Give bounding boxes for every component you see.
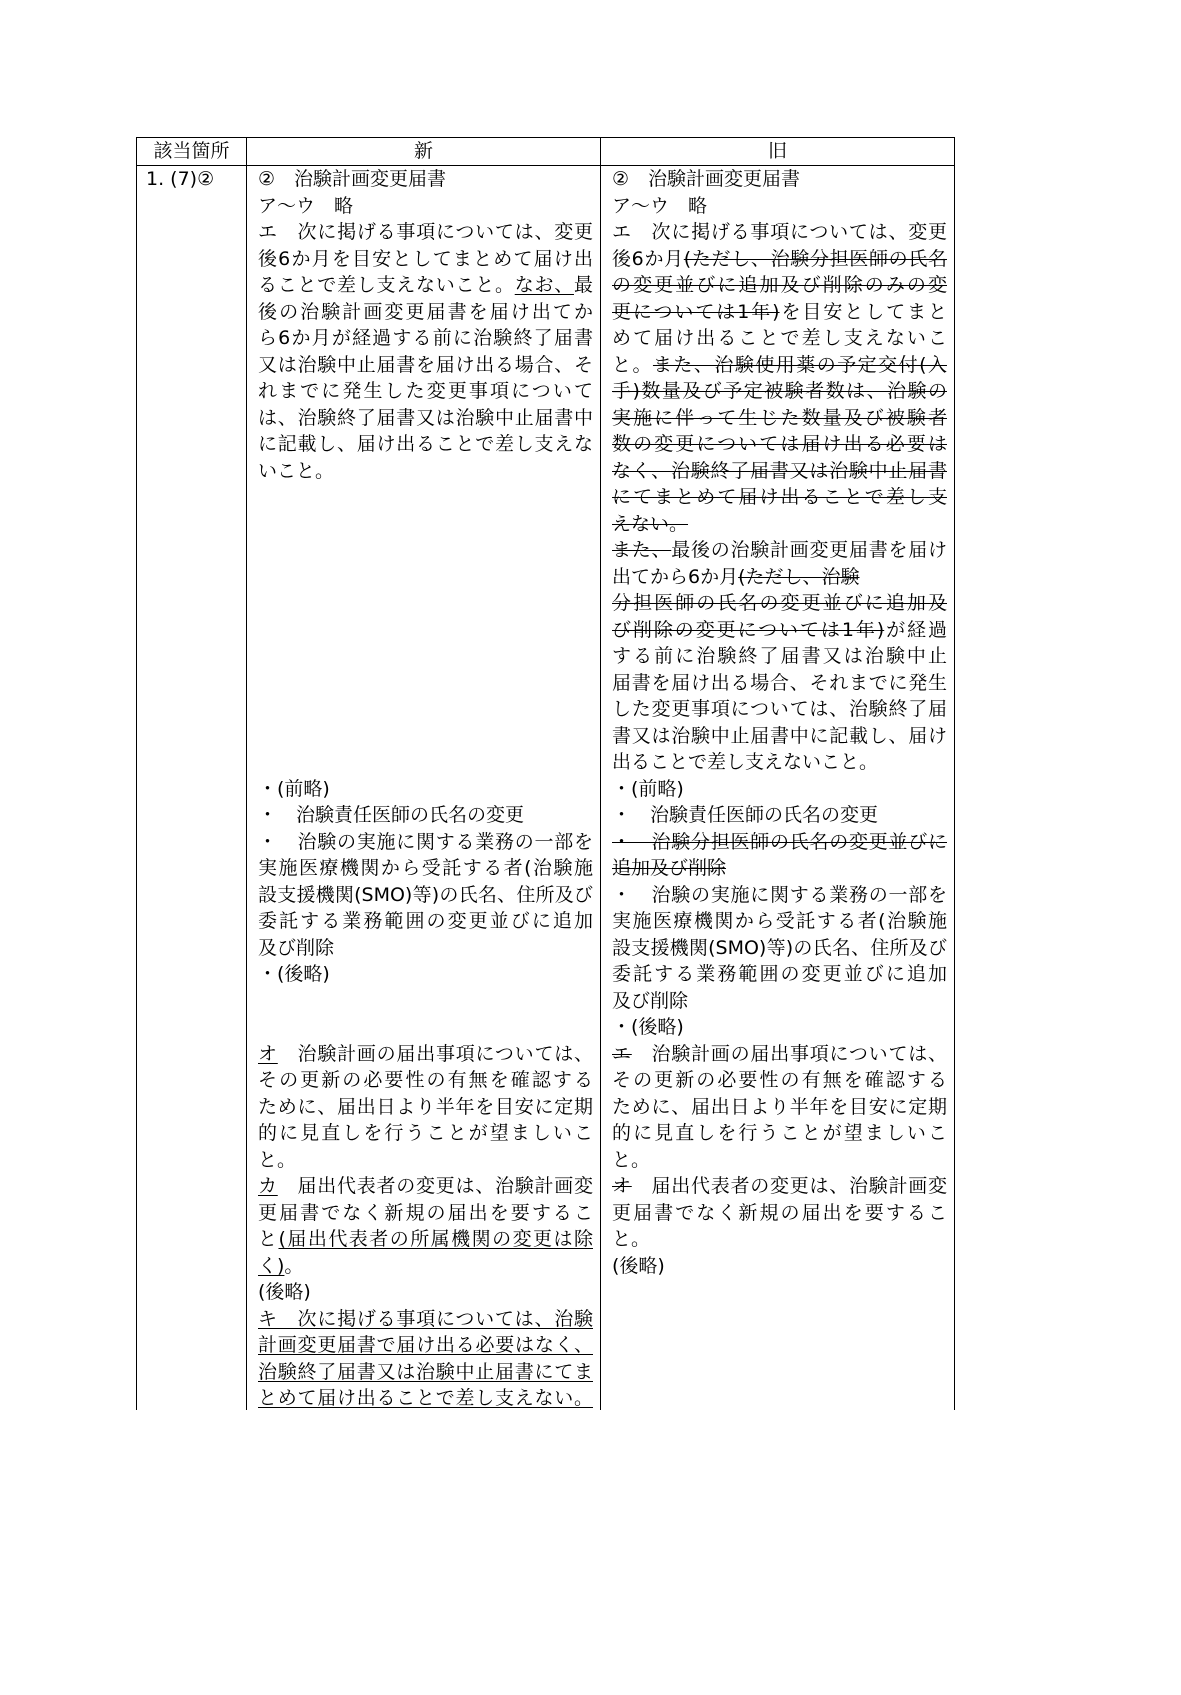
new-text-line [258,1014,593,1041]
old-text-line [612,484,947,511]
text-segment: その更新の必要性の有無を確認する [258,1069,593,1091]
text-segment: 最 [573,274,593,296]
header-old: 旧 [767,140,787,162]
old-text-line [612,1120,947,1147]
new-text-line [258,1332,593,1359]
new-text-line [258,537,593,564]
new-text-line [258,325,593,352]
deleted-text: 追加及び削除 [612,857,727,879]
text-segment: エ 次に掲げる事項については、変更 [258,221,593,243]
old-text-line [612,988,947,1015]
added-text: 計画変更届書で届け出る必要はなく、 [258,1334,593,1356]
text-segment: 治験計画の届出事項については、 [631,1042,947,1065]
text-segment: 出ることで差し支えないこと。 [612,751,879,773]
text-segment: 。 [284,1254,304,1277]
text-segment: 後6か月 [612,247,684,270]
old-text-line [612,325,947,352]
old-text-line [612,246,947,273]
text-segment: と [258,1228,279,1250]
old-text-line [612,537,947,564]
text-segment: 更届書でなく新規の届出を要するこ [258,1201,593,1224]
text-segment: ・ 治験の実施に関する業務の一部を [612,883,947,906]
new-text-line [258,1200,593,1227]
old-text-line [612,1094,947,1121]
old-text-line [612,1014,947,1041]
added-text: なお、 [514,274,574,296]
new-text-line [258,988,593,1015]
new-text-line [258,908,593,935]
text-segment: (後略) [612,1254,665,1277]
new-text-line [258,484,593,511]
new-text-line [258,511,593,538]
text-segment: れまでに発生した変更事項について [258,380,593,402]
text-segment: 届書を届け出る場合、それまでに発生 [612,671,947,694]
location-text: 1. (7)② [146,168,215,190]
text-segment: に記載し、届け出ることで差し支えな [258,433,593,455]
new-text-line [258,590,593,617]
text-segment: 又は治験中止届書を届け出る場合、そ [258,353,593,376]
added-text: とめて届け出ることで差し支えない。 [258,1387,593,1409]
text-segment: (後略) [258,1281,311,1303]
new-text-line [258,1226,593,1253]
text-segment: 設支援機関(SMO)等)の氏名、住所及び [258,883,593,906]
text-segment: 実施医療機関から受託する者(治験施 [258,857,593,879]
text-segment: ② 治験計画変更届書 [258,168,447,190]
new-text-line [258,458,593,485]
text-segment: 最後の治験計画変更届書を届け [671,539,947,561]
new-text-line [258,246,593,273]
added-text: く) [258,1254,285,1277]
new-text-line [258,1067,593,1094]
old-text-line [612,802,947,829]
text-segment: ・(後略) [258,963,330,985]
text-segment: する前に治験終了届書又は治験中止 [612,645,947,667]
added-text: カ [258,1175,278,1197]
deleted-text: 実施に伴って生じた数量及び被験者 [612,406,947,429]
old-text-line [612,1041,947,1068]
new-text-line [258,1279,593,1306]
text-segment: 更届書でなく新規の届出を要するこ [612,1201,947,1224]
new-text-line [258,166,593,193]
text-segment: と。 [612,1228,651,1250]
deleted-text: 数の変更については届け出る必要は [612,433,947,455]
column-border [600,137,601,1410]
old-text-line [612,723,947,750]
new-text-line [258,617,593,644]
new-text-line [258,776,593,803]
text-segment: を目安としてまと [779,300,947,323]
text-segment: ・(前略) [258,777,330,800]
old-text-line [612,829,947,856]
text-segment: ② 治験計画変更届書 [612,168,801,190]
new-text-line [258,802,593,829]
new-text-line [258,961,593,988]
deleted-text: び削除の変更については1年) [612,618,885,641]
new-text-line [258,219,593,246]
old-text-line [612,219,947,246]
deleted-text: えない。 [612,512,689,535]
text-segment: と。 [258,1148,297,1171]
new-text-line [258,670,593,697]
text-segment: 実施医療機関から受託する者(治験施 [612,910,947,932]
text-segment: 的に見直しを行うことが望ましいこ [258,1122,593,1144]
deleted-text: の変更並びに追加及び削除のみの変 [612,274,947,296]
text-segment: ら6か月が経過する前に治験終了届書 [258,327,593,349]
new-text-line [258,935,593,962]
old-text-line [612,696,947,723]
old-text-line [612,431,947,458]
deleted-text: 分担医師の氏名の変更並びに追加及 [612,592,947,614]
new-text-line [258,696,593,723]
text-segment: 及び削除 [258,936,335,959]
text-segment: その更新の必要性の有無を確認する [612,1069,947,1091]
text-segment: めて届け出ることで差し支えないこ [612,327,947,349]
new-text-line [258,1385,593,1412]
old-text-line [612,908,947,935]
deleted-text: 更については1年) [612,300,780,323]
text-segment: 後6か月を目安としてまとめて届け出 [258,247,593,270]
text-segment: ・ 治験責任医師の氏名の変更 [258,804,525,826]
old-text-line [612,511,947,538]
text-segment: 委託する業務範囲の変更並びに追加 [612,963,947,985]
old-text-line [612,564,947,591]
old-text-line [612,1226,947,1253]
new-text-line [258,272,593,299]
text-segment: いこと。 [258,459,335,482]
text-segment: 後の治験計画変更届書を届け出てか [258,300,593,323]
deleted-text: また、治験使用薬の予定交付(入 [652,353,947,376]
text-segment: 届出代表者の変更は、治験計画変 [631,1175,947,1197]
new-text-line [258,749,593,776]
new-text-line [258,855,593,882]
new-text-line [258,1253,593,1280]
new-text-line [258,564,593,591]
old-text-line [612,299,947,326]
text-segment: ために、届出日より半年を目安に定期 [258,1095,593,1118]
old-text-line [612,935,947,962]
new-text-line [258,1306,593,1333]
added-text: (届出代表者の所属機関の変更は除 [278,1228,593,1250]
comparison-table [136,137,955,1410]
column-border [246,137,247,1410]
old-text-line [612,670,947,697]
new-text-line [258,299,593,326]
text-segment: エ 次に掲げる事項については、変更 [612,221,947,243]
text-segment: ・(後略) [612,1016,684,1038]
text-segment: 設支援機関(SMO)等)の氏名、住所及び [612,936,947,959]
new-text-line [258,352,593,379]
added-text: 治験終了届書又は治験中止届書にてま [258,1360,593,1383]
header-location: 該当箇所 [153,140,230,162]
old-text-line [612,882,947,909]
old-text-line [612,1173,947,1200]
old-text-column [612,166,947,1279]
text-segment: は、治験終了届書又は治験中止届書中 [258,406,593,429]
text-segment: ア～ウ 略 [612,194,708,217]
new-text-column [258,166,593,1412]
column-border [136,137,137,1410]
deleted-text: エ [612,1042,632,1065]
old-text-line [612,590,947,617]
new-text-line [258,431,593,458]
old-text-line [612,749,947,776]
deleted-text: にてまとめて届け出ることで差し支 [612,486,947,508]
location-cell [146,166,242,193]
old-text-line [612,378,947,405]
text-segment: 及び削除 [612,989,689,1012]
text-segment: 届出代表者の変更は、治験計画変 [277,1175,593,1197]
old-text-line [612,617,947,644]
old-text-line [612,1253,947,1280]
new-text-line [258,1041,593,1068]
new-text-line [258,1359,593,1386]
text-segment: ・ 治験の実施に関する業務の一部を [258,830,593,853]
old-text-line [612,1200,947,1227]
text-segment: ・(前略) [612,777,684,800]
deleted-text: 手)数量及び予定被験者数は、治験の [612,380,947,402]
old-text-line [612,193,947,220]
new-text-line [258,829,593,856]
text-segment: した変更事項については、治験終了届 [612,698,947,720]
old-text-line [612,643,947,670]
text-segment: ア～ウ 略 [258,194,354,217]
new-text-line [258,193,593,220]
old-text-line [612,352,947,379]
deleted-text: (ただし、治験分担医師の氏名 [683,247,947,270]
old-text-line [612,776,947,803]
added-text: キ 次に掲げる事項については、治験 [258,1307,593,1330]
old-text-line [612,272,947,299]
text-segment: ために、届出日より半年を目安に定期 [612,1095,947,1118]
text-segment: と。 [612,1148,651,1171]
old-text-line [612,1147,947,1174]
text-segment: 治験計画の届出事項については、 [277,1042,593,1065]
new-text-line [258,1120,593,1147]
text-segment: 的に見直しを行うことが望ましいこ [612,1122,947,1144]
deleted-text: オ [612,1175,632,1197]
new-text-line [258,882,593,909]
old-text-line [612,458,947,485]
header-new: 新 [413,140,433,162]
deleted-text: なく、治験終了届書又は治験中止届書 [612,459,947,482]
text-segment: 出てから6か月 [612,565,739,588]
text-segment: ・ 治験責任医師の氏名の変更 [612,804,879,826]
old-text-line [612,166,947,193]
added-text: オ [258,1042,278,1065]
deleted-text: また、 [612,539,672,561]
deleted-text: ・ 治験分担医師の氏名の変更並びに [612,830,947,853]
old-text-line [612,855,947,882]
new-text-line [258,378,593,405]
text-segment: が経過 [884,618,947,641]
text-segment: 委託する業務範囲の変更並びに追加 [258,910,593,932]
new-text-line [258,1094,593,1121]
text-segment: ることで差し支えないこと。 [258,274,515,296]
column-border [954,137,955,1410]
old-text-line [612,405,947,432]
deleted-text: (ただし、治験 [738,565,860,588]
new-text-line [258,1147,593,1174]
new-text-line [258,723,593,750]
old-text-line [612,961,947,988]
text-segment: と。 [612,353,653,376]
new-text-line [258,405,593,432]
new-text-line [258,643,593,670]
text-segment: 書又は治験中止届書中に記載し、届け [612,724,947,747]
new-text-line [258,1173,593,1200]
old-text-line [612,1067,947,1094]
